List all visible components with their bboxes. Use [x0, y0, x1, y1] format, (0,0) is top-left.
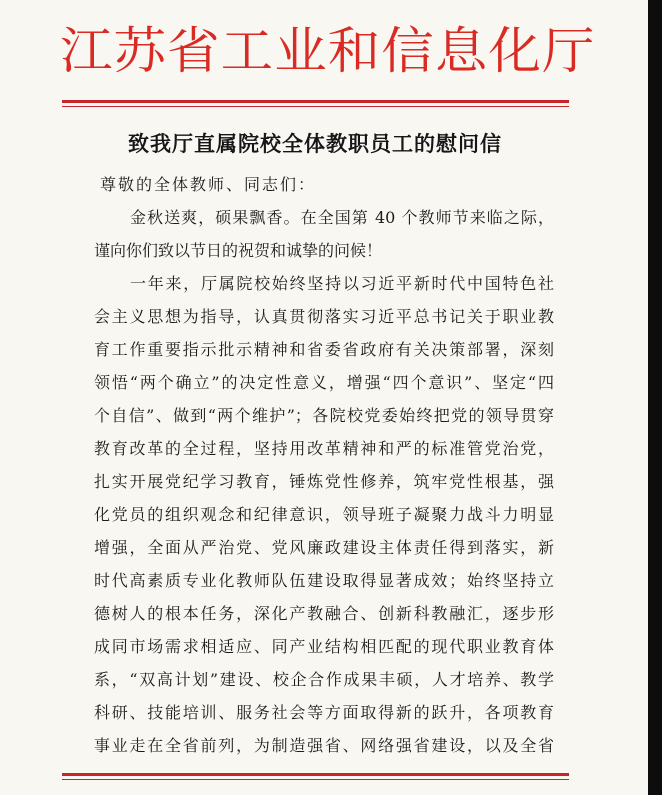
footer-rule-thick: [62, 773, 569, 776]
body-line: 谨向你们致以节日的祝贺和诚挚的问候！: [94, 241, 383, 260]
letter-title: 致我厅直属院校全体教职员工的慰问信: [128, 131, 502, 156]
body-line: 个自信”、做到“两个维护”；各院校党委始终把党的领导贯穿: [94, 406, 554, 425]
letterhead-title: 江苏省工业和信息化厅: [60, 22, 596, 80]
scan-edge: [648, 0, 662, 795]
body-line: 领悟“两个确立”的决定性意义，增强“四个意识”、坚定“四: [94, 373, 554, 392]
body-line: 一年来，厅属院校始终坚持以习近平新时代中国特色社: [130, 274, 554, 293]
body-line: 金秋送爽，硕果飘香。在全国第 40 个教师节来临之际，: [130, 208, 554, 227]
body-line: 成同市场需求相适应、同产业结构相匹配的现代职业教育体: [94, 637, 554, 656]
body-line: 化党员的组织观念和纪律意识，领导班子凝聚力战斗力明显: [94, 505, 554, 524]
body-line: 德树人的根本任务，深化产教融合、创新科教融汇，逐步形: [94, 604, 554, 623]
letterhead-rule-thin: [62, 106, 569, 107]
body-line: 会主义思想为指导，认真贯彻落实习近平总书记关于职业教: [94, 307, 554, 326]
body-line: 事业走在全省前列，为制造强省、网络强省建设，以及全省: [94, 736, 554, 755]
body-line: 时代高素质专业化教师队伍建设取得显著成效；始终坚持立: [94, 571, 554, 590]
body-line: 科研、技能培训、服务社会等方面取得新的跃升，各项教育: [94, 703, 554, 722]
letter-salutation: 尊敬的全体教师、同志们：: [100, 175, 317, 194]
body-line: 系，“双高计划”建设、校企合作成果丰硕，人才培养、教学: [94, 670, 554, 689]
letterhead-rule-thick: [62, 100, 569, 103]
body-line: 育工作重要指示批示精神和省委省政府有关决策部署，深刻: [94, 340, 554, 359]
body-line: 教育改革的全过程，坚持用改革精神和严的标准管党治党，: [94, 439, 554, 458]
body-line: 扎实开展党纪学习教育，锤炼党性修养，筑牢党性根基，强: [94, 472, 554, 491]
body-line: 增强，全面从严治党、党风廉政建设主体责任得到落实，新: [94, 538, 554, 557]
footer-rule-thin: [62, 779, 569, 780]
